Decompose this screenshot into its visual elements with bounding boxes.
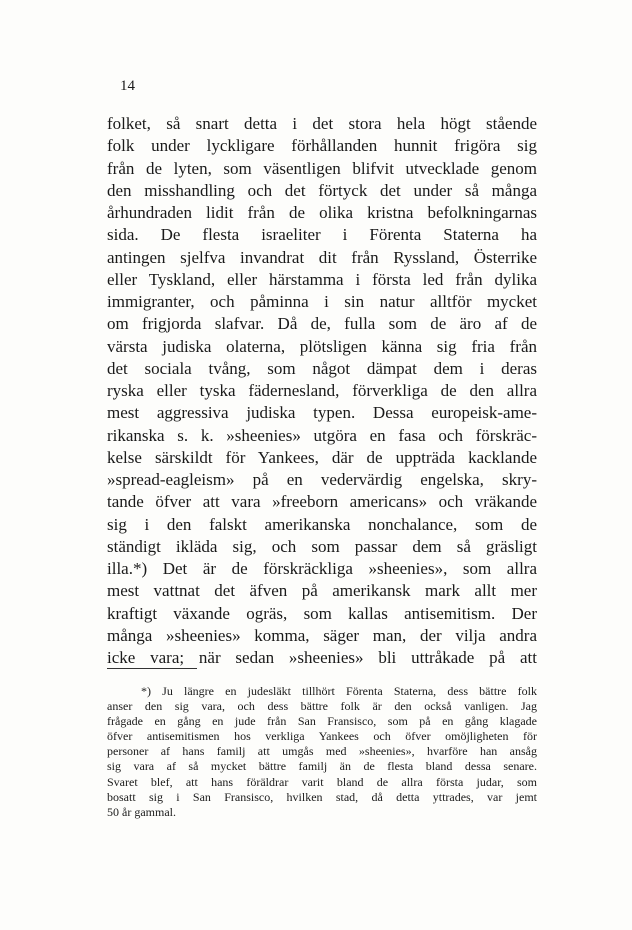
footnote-line: anser den sig vara, och dess bättre folk är den också vanligen. Jag bbox=[107, 699, 537, 714]
text-line: från de lyten, som väsentligen blifvit utvecklade genom bbox=[107, 158, 537, 178]
body-text bbox=[107, 113, 537, 669]
footnote-line: öfver antisemitismen hos verkliga Yankees och öfver omöjligheten för bbox=[107, 729, 537, 744]
footnote bbox=[107, 684, 537, 820]
text-line: illa.*) Det är de förskräckliga »sheenies», som allra bbox=[107, 559, 537, 578]
footnote-line: frågade en gång en jude från San Fransisco, som på en gång klagade bbox=[107, 714, 537, 729]
footnote-line: bosatt sig i San Fransisco, hvilken stad, då detta yttrades, var jemt bbox=[107, 789, 537, 804]
text-line: »spread-eagleism» på en vedervärdig engelska, skry- bbox=[107, 470, 537, 489]
footnote-line: sig vara af så mycket bättre familj än de flesta bland dessa senare. bbox=[107, 759, 537, 774]
text-line: kraftigt växande ogräs, som kallas antisemitism. Der bbox=[107, 603, 537, 623]
text-line: ständigt ikläda sig, och som passar dem så gräsligt bbox=[107, 536, 537, 556]
text-line: antingen sjelfva invandrat dit från Ryssland, Österrike bbox=[107, 247, 537, 267]
text-line: den misshandling och det förtyck det under så många bbox=[107, 180, 537, 200]
text-line: sida. De flesta israeliter i Förenta Staterna ha bbox=[107, 225, 537, 245]
footnote-line: personer af hans familj att umgås med »sheenies», hvarföre han ansåg bbox=[107, 744, 537, 759]
text-line: kelse särskildt för Yankees, där de uppträda kacklande bbox=[107, 447, 537, 467]
text-line: immigranter, och påminna i sin natur alltför mycket bbox=[107, 292, 537, 311]
text-line: folk under lyckligare förhållanden hunnit frigöra sig bbox=[107, 136, 537, 156]
text-line: folket, så snart detta i det stora hela högt stående bbox=[107, 114, 537, 133]
page-number: 14 bbox=[120, 78, 135, 94]
text-line: många »sheenies» komma, säger man, der vilja andra bbox=[107, 625, 537, 645]
text-line: rikanska s. k. »sheenies» utgöra en fasa och förskräc- bbox=[107, 425, 537, 445]
footnote-line: *) Ju längre en judesläkt tillhört Förenta Staterna, dess bättre folk bbox=[141, 684, 537, 698]
text-line: sig i den falskt amerikanska nonchalance, som de bbox=[107, 514, 537, 534]
text-line: århundraden lidit från de olika kristna befolkningarnas bbox=[107, 203, 537, 222]
text-line: tande öfver att vara »freeborn americans» och vräkande bbox=[107, 492, 537, 512]
text-line: icke vara; när sedan »sheenies» bli uttråkade på att bbox=[107, 648, 537, 667]
text-line: mest aggressiva judiska typen. Dessa europeisk-ame- bbox=[107, 403, 537, 423]
text-line: ryska eller tyska fädernesland, förverkliga de den allra bbox=[107, 381, 537, 400]
text-line: om frigjorda slafvar. Då de, fulla som de äro af de bbox=[107, 314, 537, 334]
text-line: det sociala tvång, som något dämpat dem i deras bbox=[107, 358, 537, 378]
footnote-separator bbox=[107, 668, 197, 669]
footnote-line: Svaret blef, att hans föräldrar varit bland de allra första judar, som bbox=[107, 774, 537, 789]
text-line: värsta judiska olaterna, plötsligen känna sig fria från bbox=[107, 336, 537, 356]
footnote-line: 50 år gammal. bbox=[107, 804, 176, 819]
text-line: eller Tyskland, eller härstamma i första led från dylika bbox=[107, 269, 537, 289]
text-line: mest vattnat det äfven på amerikansk mark allt mer bbox=[107, 581, 537, 601]
